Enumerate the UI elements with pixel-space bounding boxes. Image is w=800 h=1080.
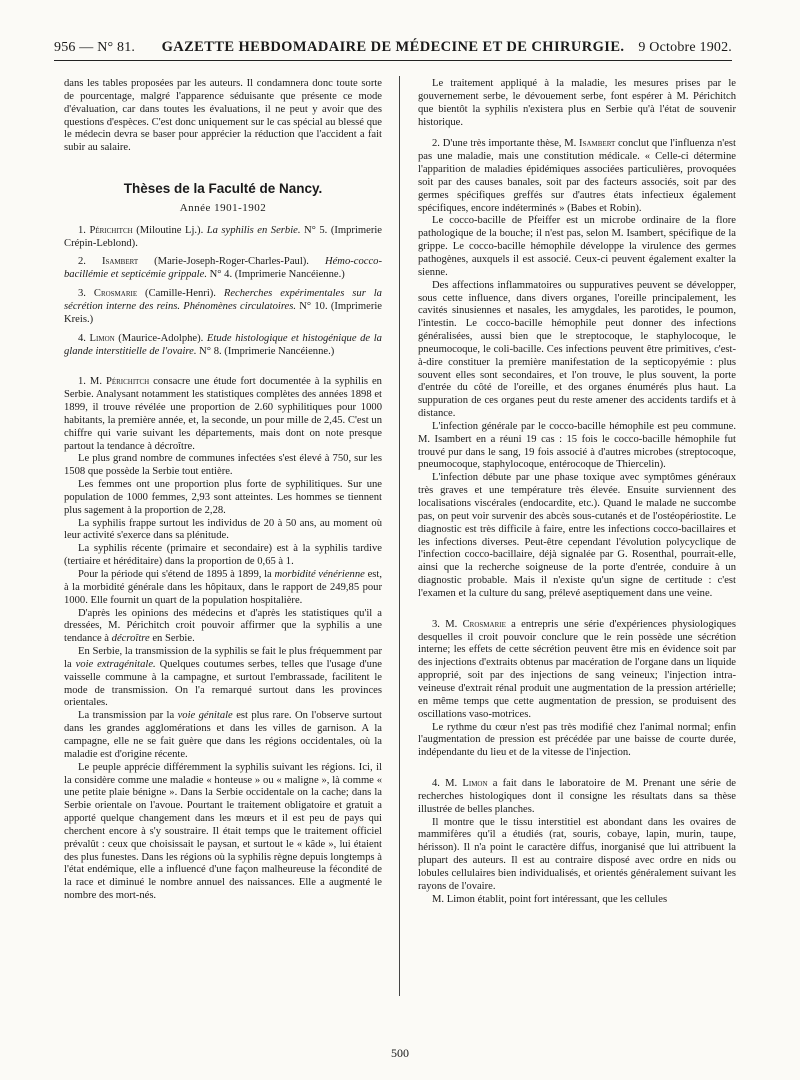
thesis-entry: 3. Crosmarie (Camille-Henri). Recherches expérimentales sur la sécrétion interne des reins. Phénomènes circulatoires. N° 10. (Imprimerie Kreis.) — [64, 288, 382, 325]
body-paragraph: D'après les opinions des médecins et d'après les statistiques qu'il a dressées, M. Périchitch croit pouvoir affirmer que la syphilis a une tendance à décroître en Serbie. — [64, 607, 382, 645]
body-paragraph: Des affections inflammatoires ou suppuratives peuvent se développer, sous cette influence, dans divers organes, l'oreille principalement, les cavités sinusiennes et nasales, les amygdales, les parotides, le poumon, l'intestin. Le cocco-bacille hémophile peut donner des infections généralisées, aussi bien que le streptocoque, le staphylocoque, le pneumocoque, le coli-bacille. Ces infections peuvent être primitives, c'est-à-dire constituer la première manifestation de la septicopyémie : plus souvent elles sont secondaires, et l'on trouve, le plus souvent, la porte d'entrée du côté de l'oreille, et des organes énumérés plus haut. La suppuration de ces organes peut du reste amener des accidents tardifs et à distance. — [418, 279, 736, 420]
body-paragraph: M. Limon établit, point fort intéressant, que les cellules — [432, 893, 668, 905]
issue-date: 9 Octobre 1902. — [638, 40, 732, 55]
intro-paragraph: dans les tables proposées par les auteurs. Il condamnera donc toute sorte de pourcentage, malgré l'apparence séduisante que présente ce mode d'évaluation, car dans toutes les évaluations, il ne peut y avoir que des questions d'espèces. C'est donc uniquement sur le cas spécial au blessé que le médecin devra se baser pour apprécier la réduction que l'accident a fait subir au salaire. — [64, 78, 382, 154]
body-paragraph: En Serbie, la transmission de la syphilis se fait le plus fréquemment par la voie extragénitale. Quelques coutumes serbes, telles que l'usage d'une vaisselle commune à la campagne, et surtout l'embrassade, facilitent le mode de transmission. On l'a remarqué surtout dans les provinces orientales. — [64, 646, 382, 709]
left-column — [64, 78, 382, 903]
section-title: Thèses de la Faculté de Nancy. — [123, 181, 323, 197]
thesis-author: Limon — [89, 332, 115, 344]
body-paragraph: 3. M. Crosmarie a entrepris une série d'expériences physiologiques desquelles il croit pouvoir conclure que le rein possède une sécrétion interne; les effets de cette sécrétion peuvent être mis en évidence soit par des injections d'extraits obtenus par macération de l'organe dans un liquide approprié, soit par des injections de sang veineux; l'injection intra-veineuse d'extrait rénal produit une augmentation de la pression artérielle; en même temps que cette augmentation de pression, se produisent des oscillations vaso-motrices. — [418, 618, 737, 720]
body-paragraph: 2. D'une très importante thèse, M. Isambert conclut que l'influenza n'est pas une maladie, mais une constitution médicale. « Celle-ci détermine l'apparition de maladies épidémiques associées particulières, provoquées soit par des causes banales, soit par des facteurs associés, soit par des germes spécifiques greffés sur d'autres états infectieux également spécifiques, encore indéterminés » (Babes et Robin). — [418, 138, 736, 214]
column-divider — [399, 76, 400, 996]
body-paragraph: Il montre que le tissu interstitiel est abondant dans les ovaires de mammifères qu'il a étudiés (rat, souris, cobaye, lapin, murin, taupe, hérisson). Il n'a point le caractère diffus, inorganisé que lui attribuent la plupart des auteurs. Il est au contraire disposé avec ordre en nids ou lobules cellulaires bien individualisés, et orientés généralement suivant les rayons de l'ovaire. — [418, 816, 736, 892]
body-paragraph: Le plus grand nombre de communes infectées s'est élevé à 750, sur les 1508 que possède la Serbie tout entière. — [64, 453, 382, 478]
right-column — [418, 78, 736, 906]
folio-number: 500 — [391, 1046, 409, 1060]
body-paragraph: Le cocco-bacille de Pfeiffer est un microbe ordinaire de la flore pathologique de la bouche; il n'est pas, selon M. Isambert, spécifique de la grippe. Le cocco-bacille hémophile développe la virulence des germes pathogènes, auxquels il est associé. Ceux-ci peuvent également exalter la sienne. — [418, 215, 736, 278]
body-paragraph: La transmission par la voie génitale est plus rare. On l'observe surtout dans les grandes agglomérations et dans les villes de garnison. A la campagne, elle ne se fait guère que dans les régions occidentales, où la maladie est d'origine récente. — [64, 710, 382, 760]
academic-year: Année 1901-1902 — [179, 201, 267, 214]
body-paragraph: 1. M. Périchitch consacre une étude fort documentée à la syphilis en Serbie. Analysant notamment les statistiques complètes des années 1898 et 1899, il trouve révélée une proportion de 2.60 syphilitiques pour 1000 habitants, la première année, et, la seconde, un pour mille de 2,45. C'est un chiffre qui varie suivant les départements, mais dont on note presque partout la tendance à décroître. — [64, 376, 382, 452]
thesis-entry: 4. Limon (Maurice-Adolphe). Etude histologique et histogénique de la glande interstitielle de l'ovaire. N° 8. (Imprimerie Nancéienne.) — [64, 332, 382, 357]
thesis-title: La syphilis en Serbie. — [206, 224, 301, 236]
body-paragraph: Les femmes ont une proportion plus forte de syphilitiques. Sur une population de 1000 femmes, 2,93 sont atteintes. Les hommes se tiennent plus sagement à la proportion de 2,28. — [64, 479, 382, 516]
thesis-author: Crosmarie — [93, 288, 138, 300]
thesis-entry: 1. Périchitch (Miloutine Lj.). La syphilis en Serbie. N° 5. (Imprimerie Crépin-Leblond). — [64, 224, 382, 249]
body-paragraph: Pour la période qui s'étend de 1895 à 1899, la morbidité vénérienne est, à la morbidité générale dans les hôpitaux, dans le rapport de 249,85 pour 1000. Elle fournit un quart de la population hospitalière. — [64, 569, 382, 606]
page-number-issue: 956 — N° 81. — [54, 40, 136, 55]
thesis-entry: 2. Isambert (Marie-Joseph-Roger-Charles-Paul). Hémo-cocco-bacillémie et septicémie grippale. N° 4. (Imprimerie Nancéienne.) — [64, 256, 383, 281]
thesis-title: Hémo-cocco-bacillémie et septicémie grippale. — [64, 256, 383, 281]
journal-title: GAZETTE HEBDOMADAIRE DE MÉDECINE ET DE CHIRURGIE. — [161, 39, 625, 55]
thesis-title: Recherches expérimentales sur la sécrétion interne des reins. Phénomènes circulatoires. — [64, 288, 382, 312]
body-paragraph: La syphilis frappe surtout les individus de 20 à 50 ans, au moment où leur activité s'exerce dans sa plénitude. — [64, 517, 382, 542]
body-paragraph: L'infection générale par le cocco-bacille hémophile est peu commune. M. Isambert en a réuni 19 cas : 15 fois le cocco-bacille hémophile fut trouvé pur dans le sang, 19 fois associé à d'autres microbes (streptocoque, pneumocoque, staphylocoque, entérocoque de Thiercelin). — [418, 420, 736, 471]
body-paragraph: Le traitement appliqué à la maladie, les mesures prises par le gouvernement serbe, le dévouement serbe, font espérer à M. Périchitch que bientôt la syphilis n'existera plus en Serbie qu'à l'état de souvenir historique. — [418, 78, 736, 128]
thesis-author: Périchitch — [89, 224, 133, 236]
thesis-author: Isambert — [101, 256, 139, 268]
running-header — [54, 38, 732, 61]
body-paragraph: Le rythme du cœur n'est pas très modifié chez l'animal normal; enfin l'augmentation de pression est précédée par une baisse de courte durée, indépendante du lieu et de la vitesse de l'injection. — [418, 721, 736, 759]
body-paragraph: La syphilis récente (primaire et secondaire) est à la syphilis tardive (tertiaire et héréditaire) dans la proportion de 0,65 à 1. — [64, 543, 382, 568]
body-paragraph: 4. M. Limon a fait dans le laboratoire de M. Prenant une série de recherches histologiques dont il consigne les résultats dans sa thèse illustrée de belles planches. — [418, 778, 736, 815]
thesis-title: Etude histologique et histogénique de la glande interstitielle de l'ovaire. — [64, 332, 382, 357]
body-paragraph: L'infection débute par une phase toxique avec symptômes généraux très graves et une température très élevée. Ensuite surviennent des localisations viscérales (endocardite, etc.). Quand le malade ne succombe pas, on peut voir survenir des abcès sous-cutanés et de l'ostéopériostite. Le diagnostic est très difficile à faire, entre les infections cocco-bacillaires et les infections diverses. Peut-être cependant l'évolution polycyclique de l'infection cocco-bacillaire, déjà signalée par G. Rosenthal, pourrait-elle, ainsi que la recherche soigneuse de la porte d'entrée, conduire à un diagnostic probable. Mais il n'existe qu'un signe de certitude : c'est l'examen et la culture du sang, prélevé aseptiquement dans une veine. — [418, 472, 736, 599]
body-paragraph: Le peuple apprécie différemment la syphilis suivant les régions. Ici, il la considère comme une maladie « honteuse » ou « maligne », là comme « une petite plaie bénigne ». Dans la Serbie occidentale on la cache; dans la Serbie orientale on l'avoue. Pourtant le traitement obligatoire et gratuit a apporté quelque changement dans les mœurs et il est peu de pays qui cherchent encore à s'y soustraire. Il était temps que le traitement officiel prévalût : ceux que choisissait le paysan, et surtout le « kâde », lui étaient des plus funestes. Dans les régions où la syphilis règne depuis longtemps à l'état endémique, elle a influencé d'une façon malheureuse la fécondité de la race et diminué le nombre annuel des naissances. Elle a augmenté le nombre des mort-nés. — [64, 761, 382, 902]
